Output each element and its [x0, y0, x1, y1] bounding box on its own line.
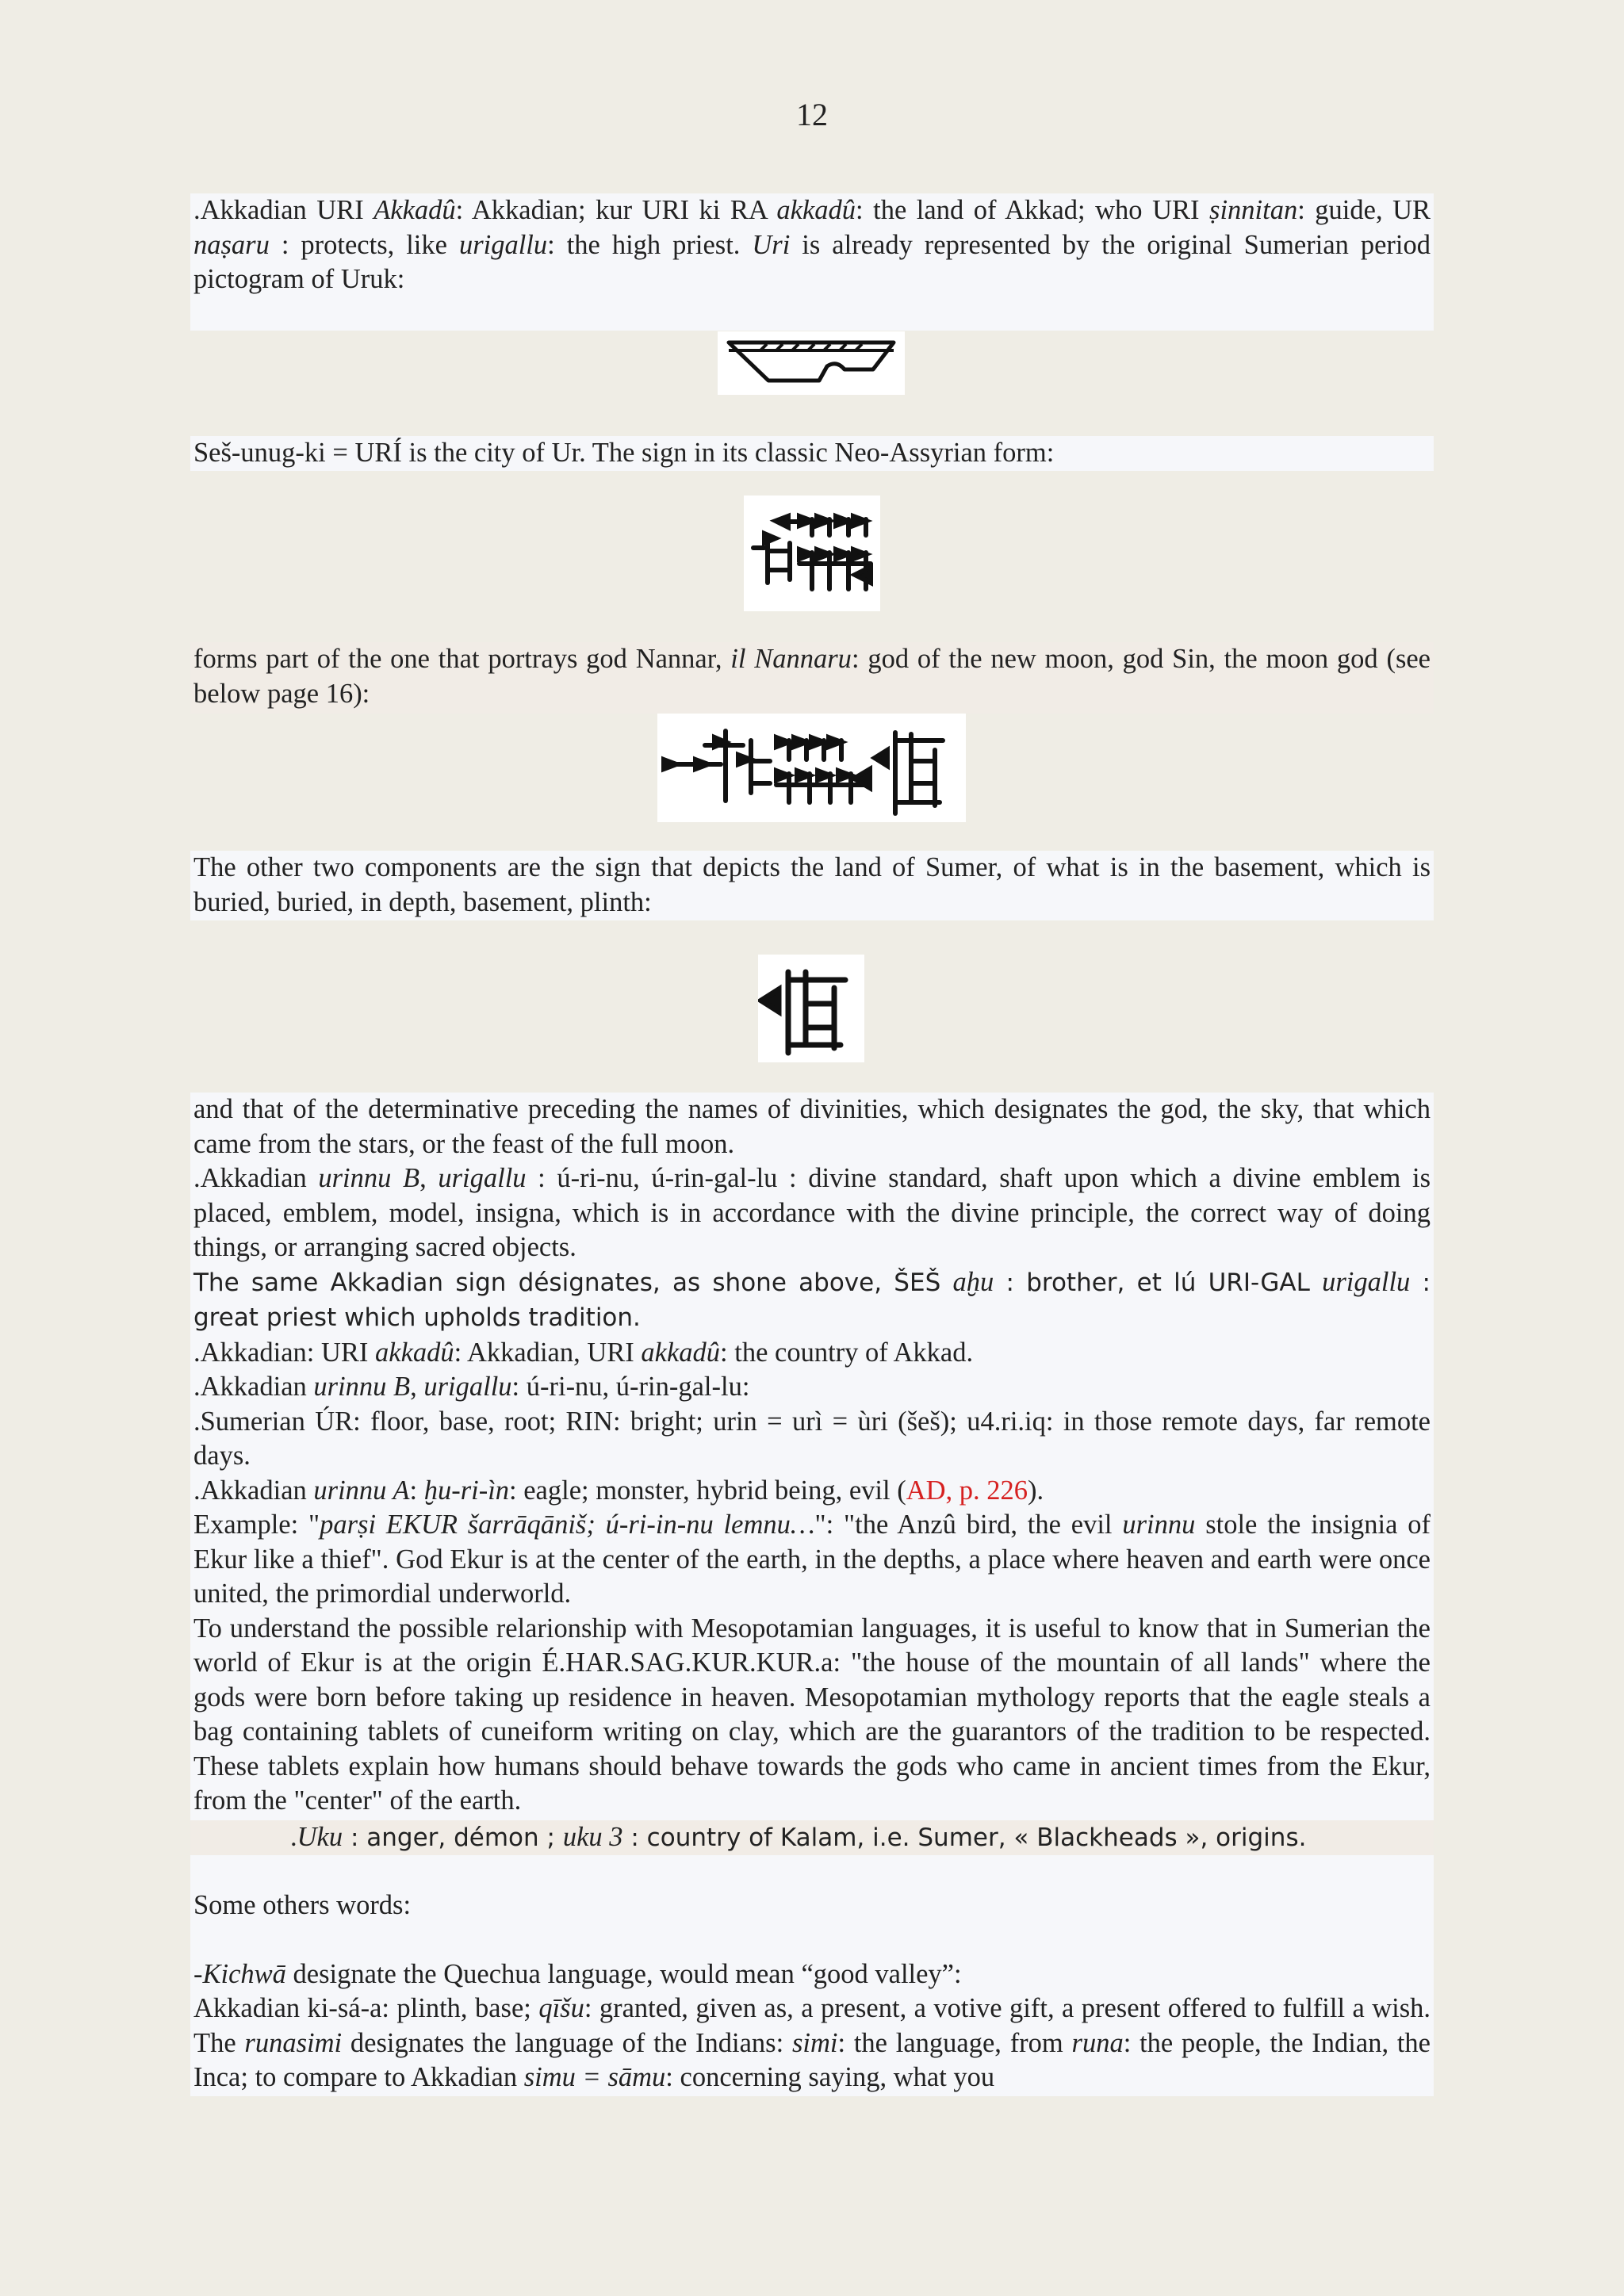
uruk-pictogram-drawing: [718, 331, 905, 395]
paragraph-nannar: [190, 642, 1434, 714]
uruk-pictogram-image: [718, 331, 905, 395]
paragraph-text: The other two components are the sign that depicts the land of Sumer, of what is in the basement, which is buried, buried, in depth, basement, plinth:: [193, 852, 1431, 917]
example-text: Example: "parṣi EKUR šarrāqāniš; ú-ri-in-nu lemnu…": "the Anzû bird, the evil urinnu stole the insignia of Ekur like a thief". God Ekur is at the center of the earth, in the depths, a place where heaven and earth were once united, the primordial underworld.: [193, 1510, 1431, 1609]
akkadian-uri-text: .Akkadian: URI akkadû: Akkadian, URI akkadû: the country of Akkad.: [193, 1337, 974, 1368]
paragraph-sumer-sign: [190, 851, 1434, 920]
urinnu-b-text: .Akkadian urinnu B, urigallu : ú-ri-nu, ú-rin-gal-lu : divine standard, shaft upon which a divine emblem is placed, emblem, model, insigna, which is in accordance with the divine principle, the correct way of doing things, or arranging sacred objects.: [193, 1163, 1431, 1262]
paragraph-text: .Akkadian URI Akkadû: Akkadian; kur URI ki RA akkadû: the land of Akkad; who URI ṣinnitan: guide, UR naṣaru : protects, like urigallu: the high priest. Uri is already represented by the original Sumerian period pictogram of Uruk:: [193, 195, 1431, 294]
nannar-sign-sequence-image: [657, 714, 966, 822]
paragraph-text: forms part of the one that portrays god Nannar, il Nannaru: god of the new moon, god Sin, the moon god (see below page 16):: [193, 644, 1431, 709]
uri-sign-drawing: [744, 496, 880, 611]
paragraph-uku: [190, 1820, 1434, 1855]
paragraph-determinative: [190, 1093, 1434, 1820]
ses-sign-text: The same Akkadian sign désignates, as shone above, ŠEŠ aḫu : brother, et lú URI-GAL urigallu : great priest which upholds tradition.: [193, 1266, 1431, 1332]
sumer-sign-drawing: [758, 955, 864, 1062]
determinative-text: and that of the determinative preceding the names of divinities, which designates the god, the sky, that which came from the stars, or the feast of the full moon.: [193, 1094, 1431, 1159]
reference-link[interactable]: AD, p. 226: [906, 1475, 1028, 1506]
nannar-signs-drawing: [657, 714, 966, 822]
urinnu-a-text: .Akkadian urinnu A: ḫu-ri-ìn: eagle; monster, hybrid being, evil (AD, p. 226).: [193, 1475, 1044, 1506]
paragraph-text: Seš-unug-ki = URÍ is the city of Ur. The sign in its classic Neo-Assyrian form:: [193, 438, 1055, 468]
sumer-sign-image: [758, 955, 864, 1062]
uku-text: .Uku : anger, démon ; uku 3 : country of Kalam, i.e. Sumer, « Blackheads », origins.: [290, 1822, 1307, 1852]
uri-neo-assyrian-sign-image: [744, 496, 880, 611]
paragraph-uri-akkadian: [190, 193, 1434, 331]
akkadian-urinnu-text: .Akkadian urinnu B, urigallu: ú-ri-nu, ú-rin-gal-lu:: [193, 1372, 750, 1402]
ki-sa-a-text: Akkadian ki-sá-a: plinth, base; qīšu: granted, given as, a present, a votive gift, a present offered to fulfill a wish. The runasimi designates the language of the Indians: simi: the language, from runa: the people, the Indian, the Inca; to compare to Akkadian simu = sāmu: concerning saying, what you: [193, 1993, 1431, 2092]
sumerian-ur-text: .Sumerian ÚR: floor, base, root; RIN: bright; urin = urì = ùri (šeš); u4.ri.iq: in those remote days, far remote days.: [193, 1406, 1431, 1471]
paragraph-other-words: [190, 1855, 1434, 2096]
section-heading-text: Some others words:: [193, 1890, 412, 1920]
ekur-text: To understand the possible relarionship with Mesopotamian languages, it is useful to know that in Sumerian the world of Ekur is at the origin É.HAR.SAG.KUR.KUR.a: "the house of the mountain of all lands" where the gods were born before taking up residence in heaven. Mesopotamian mythology reports that the eagle steals a bag containing tablets of cuneiform writing on clay, which are the guarantors of the tradition to be respected. These tablets explain how humans should behave towards the gods who came in ancient times from the Ekur, from the "center" of the earth.: [193, 1613, 1431, 1816]
page-number: 12: [796, 97, 828, 132]
kichwa-text: -Kichwā designate the Quechua language, would mean “good valley”:: [193, 1958, 962, 1989]
paragraph-ses-unug-ki: [190, 436, 1434, 471]
